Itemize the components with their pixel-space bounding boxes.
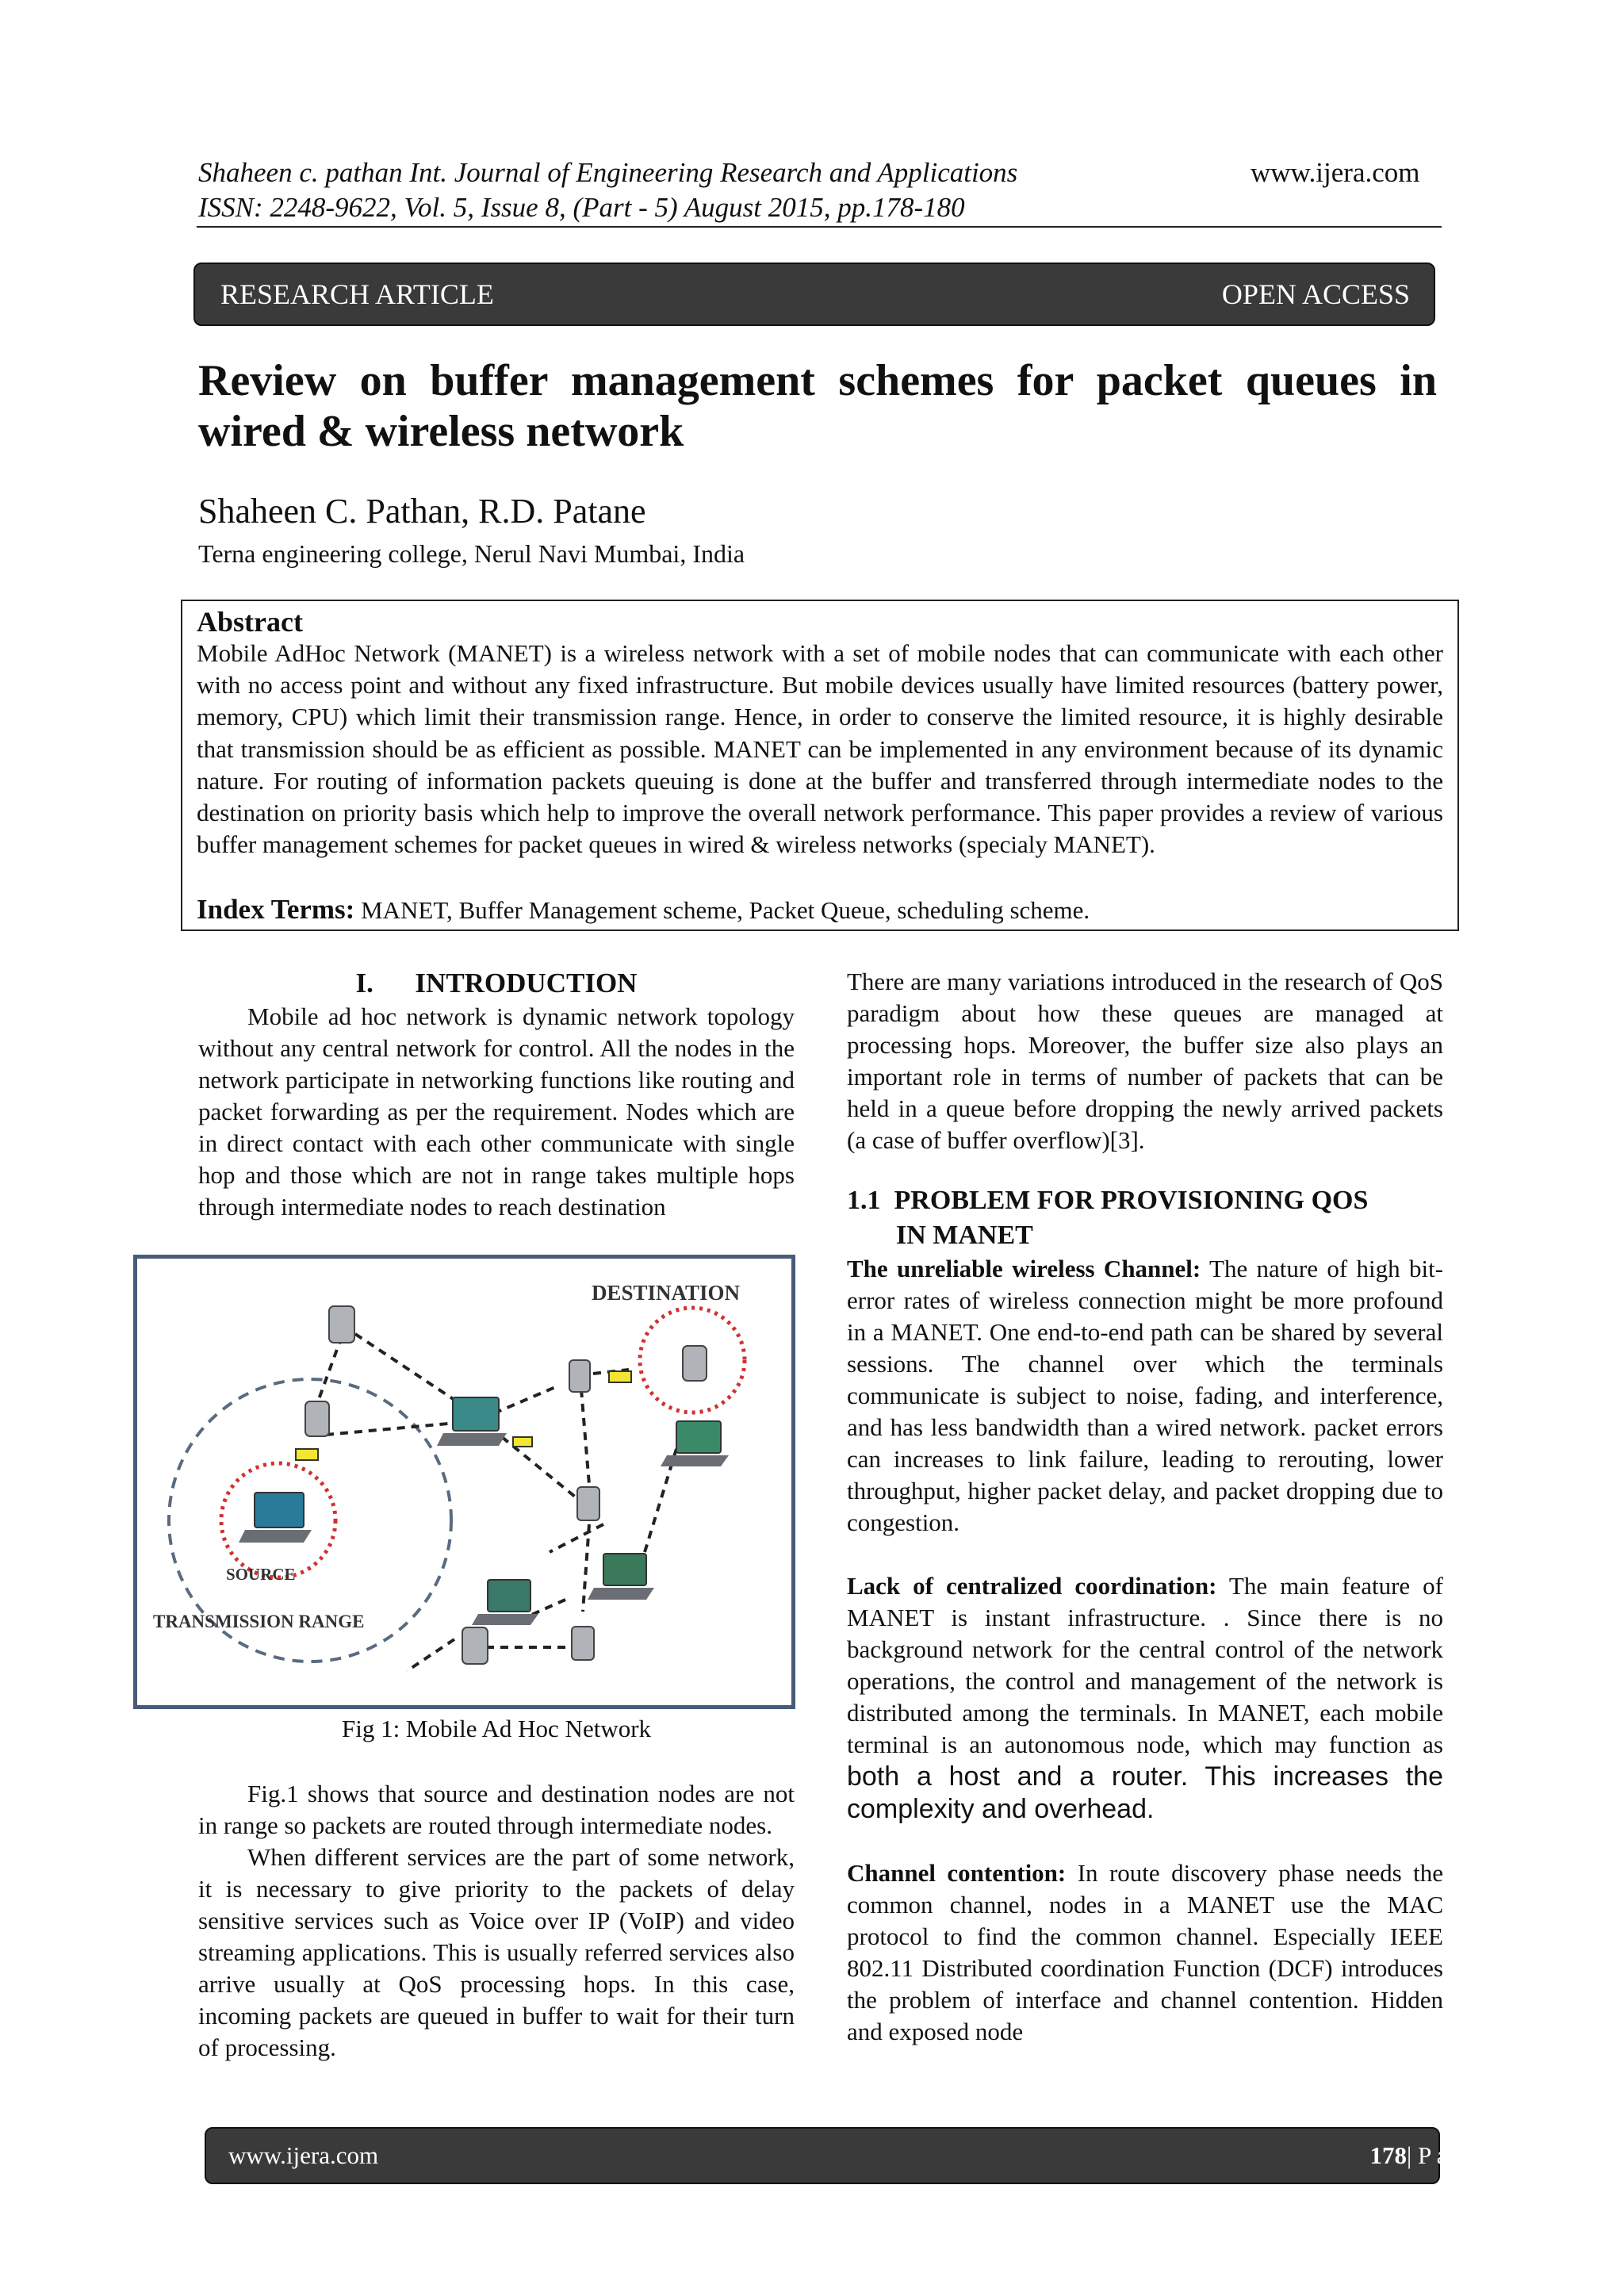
transmission-range-label: TRANSMISSION RANGE — [153, 1612, 365, 1631]
page-number: 178 — [1369, 2141, 1407, 2169]
unreliable-channel-text: The nature of high bit-error rates of wireless connection might be more profound in a MANET. One end-to-end path can be shared by several sessions. The channel over which the terminals communicate is subject to noise, fading, and interference, and has less bandwidth than a wired network. packet errors can increases to link failure, leading to rerouting, lower throughput, higher packet delay, and packet dropping due to congestion. — [847, 1255, 1443, 1536]
index-terms — [197, 894, 1443, 926]
link — [530, 1600, 565, 1616]
link — [355, 1334, 454, 1400]
laptop-icon — [437, 1397, 507, 1446]
article-type-banner — [193, 263, 1435, 326]
destination-label: DESTINATION — [591, 1281, 740, 1305]
page-label: | P a g e — [1407, 2141, 1484, 2169]
paper-title: Review on buffer management schemes for packet queues in wired & wireless network — [198, 356, 1437, 456]
issn-header: ISSN: 2248-9622, Vol. 5, Issue 8, (Part - 5) August 2015, pp.178-180 — [198, 192, 965, 223]
centralized-coordination-paragraph — [847, 1570, 1443, 1826]
unreliable-channel-paragraph — [847, 1253, 1443, 1539]
index-terms-text: MANET, Buffer Management scheme, Packet Queue, scheduling scheme. — [354, 896, 1090, 924]
channel-contention-paragraph — [847, 1857, 1443, 2048]
left-column-top — [198, 966, 795, 1223]
qos-paragraph: There are many variations introduced in the research of QoS paradigm about how these queues are managed at processing hops. Moreover, the buffer size also plays an important role in terms of number of packets that can be held in a queue before dropping the newly arrived packets (a case of buffer overflow)[3]. — [847, 968, 1443, 1154]
channel-contention-text: In route discovery phase needs the common channel, nodes in a MANET use the MAC protocol to find the common channel. Especially IEEE 802.11 Distributed coordination Function (DCF) introduces the problem of interface and channel contention. Hidden and exposed node — [847, 1859, 1443, 2045]
link — [318, 1336, 342, 1401]
phone-icon — [577, 1487, 599, 1520]
phone-icon — [572, 1627, 594, 1660]
abstract-text: Mobile AdHoc Network (MANET) is a wireless network with a set of mobile nodes that can communicate with each other with no access point and without any fixed infrastructure. But mobile devices usually have limited resources (battery power, memory, CPU) which limit their transmission range. Hence, in order to conserve the limited resource, it is highly desirable that transmission should be as efficient as possible. MANET can be implemented in any environment because of its dynamic nature. For routing of information packets queuing is done at the buffer and transferred through intermediate nodes to the destination on priority basis which help to improve the overall network performance. This paper provides a review of various buffer management schemes for packet queues in wired & wireless networks (specialy MANET). — [197, 639, 1443, 859]
paper-affiliation: Terna engineering college, Nerul Navi Mumbai, India — [198, 539, 745, 568]
header-rule — [197, 226, 1442, 228]
packet-icon — [513, 1437, 532, 1447]
services-paragraph: When different services are the part of some network, it is necessary to give priority to the packets of delay sensitive services such as Voice over IP (VoIP) and video streaming applications. This is usually referred services also arrive usually at QoS processing hops. In this case, incoming packets are queued in buffer to wait for their turn of processing. — [198, 1843, 795, 2061]
source-label: SOURCE — [226, 1565, 296, 1584]
centralized-coordination-lead: Lack of centralized coordination: — [847, 1572, 1217, 1600]
subsection-number: 1.1 — [847, 1186, 881, 1215]
centralized-coordination-tail: both a host and a router. This increases the complexity and overhead. — [847, 1761, 1443, 1824]
manet-diagram — [137, 1259, 791, 1705]
phone-icon — [305, 1401, 329, 1436]
footer-page — [1369, 2141, 1484, 2170]
unreliable-channel-lead: The unreliable wireless Channel: — [847, 1255, 1201, 1282]
source-laptop-icon — [239, 1493, 312, 1543]
research-article-label: RESEARCH ARTICLE — [220, 278, 494, 310]
phone-icon — [329, 1306, 354, 1343]
laptop-icon — [472, 1580, 538, 1625]
destination-phone-icon — [683, 1346, 707, 1381]
laptop-icon — [588, 1554, 654, 1600]
figure-paragraph: Fig.1 shows that source and destination nodes are not in range so packets are routed through intermediate nodes. — [198, 1780, 795, 1839]
phone-icon — [462, 1627, 488, 1664]
header-website: www.ijera.com — [1251, 157, 1420, 188]
paper-authors: Shaheen C. Pathan, R.D. Patane — [198, 492, 646, 531]
journal-header: Shaheen c. pathan Int. Journal of Engineering Research and Applications — [198, 157, 1018, 188]
left-column-bottom — [198, 1778, 795, 2064]
figure-caption: Fig 1: Mobile Ad Hoc Network — [341, 1715, 652, 1742]
index-terms-label: Index Terms: — [197, 894, 355, 925]
footer-website: www.ijera.com — [228, 2141, 379, 2169]
open-access-label: OPEN ACCESS — [1221, 278, 1410, 310]
page-footer — [205, 2127, 1484, 2184]
intro-paragraph: Mobile ad hoc network is dynamic network topology without any central network for control. All the nodes in the network participate in networking functions like routing and packet forwarding as per the requirement. Nodes which are in direct contact with each other communicate with single hop and those which are not in range takes multiple hops through intermediate nodes to reach destination — [198, 1002, 795, 1221]
laptop-icon — [661, 1421, 729, 1466]
phone-icon — [569, 1360, 590, 1392]
link — [407, 1639, 454, 1671]
subsection-title-line2: IN MANET — [896, 1221, 1033, 1250]
introduction-heading: I. INTRODUCTION — [355, 968, 638, 999]
packet-icon — [609, 1371, 631, 1382]
manet-figure — [133, 1255, 795, 1709]
link — [583, 1524, 589, 1612]
subsection-title-line1: PROBLEM FOR PROVISIONING QOS — [894, 1186, 1369, 1215]
packet-icon — [296, 1449, 318, 1460]
right-column — [847, 966, 1443, 2048]
link — [550, 1524, 603, 1552]
channel-contention-lead: Channel contention: — [847, 1859, 1067, 1887]
subsection-heading — [847, 1183, 1443, 1253]
centralized-coordination-text: The main feature of MANET is instant infrastructure. . Since there is no background network for the central control of the network operations, the control and management of the network is distributed among the terminals. In MANET, each mobile terminal is an autonomous node, which may function as — [847, 1572, 1443, 1758]
link — [494, 1386, 559, 1413]
abstract-heading: Abstract — [197, 606, 303, 638]
link — [581, 1389, 589, 1485]
link — [326, 1424, 448, 1435]
